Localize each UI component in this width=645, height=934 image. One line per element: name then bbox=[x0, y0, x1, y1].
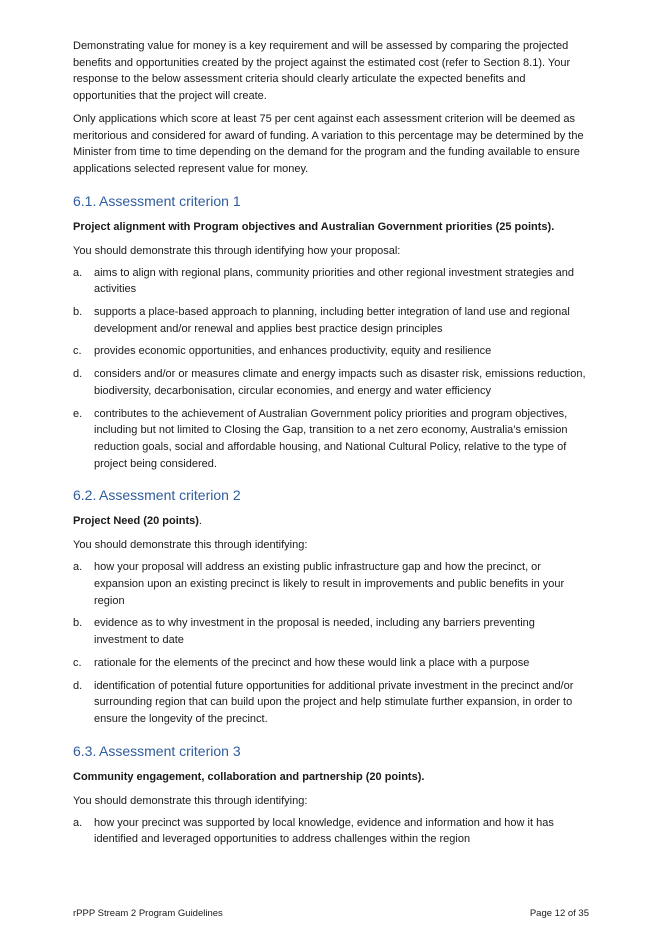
section-heading bbox=[73, 486, 588, 504]
section-number: 6.3. bbox=[73, 742, 97, 759]
criterion-list bbox=[73, 559, 588, 727]
criterion-bold: Project alignment with Program objectives and Australian Government priorities (25 points). bbox=[73, 220, 555, 233]
list-letter: a. bbox=[73, 266, 83, 279]
criterion-list bbox=[73, 815, 588, 848]
list-item bbox=[73, 615, 588, 648]
list-item bbox=[73, 815, 588, 848]
section-title: Assessment criterion 2 bbox=[99, 487, 241, 504]
criterion-statement bbox=[73, 513, 588, 529]
criterion-intro: You should demonstrate this through identifying: bbox=[73, 539, 308, 552]
criterion-list bbox=[73, 265, 588, 473]
list-text: rationale for the elements of the precinct and how these would link a place with a purpose bbox=[94, 656, 530, 669]
list-text: how your proposal will address an existing public infrastructure gap and how the precinct, or expansion upon an existing precinct is likely to result in improvements and public benefits in your region bbox=[94, 561, 565, 607]
section-number: 6.1. bbox=[73, 192, 97, 209]
section-heading bbox=[73, 742, 588, 760]
list-item bbox=[73, 655, 588, 672]
list-letter: d. bbox=[73, 368, 83, 381]
criterion-statement bbox=[73, 769, 588, 785]
list-letter: a. bbox=[73, 561, 83, 574]
list-text: provides economic opportunities, and enhances productivity, equity and resilience bbox=[94, 345, 492, 358]
list-item bbox=[73, 678, 588, 728]
list-letter: c. bbox=[73, 656, 82, 669]
list-item bbox=[73, 366, 588, 399]
criterion-statement bbox=[73, 219, 588, 235]
criterion-bold: Project Need (20 points) bbox=[73, 515, 199, 528]
footer-document-title: rPPP Stream 2 Program Guidelines bbox=[73, 908, 223, 919]
section-number: 6.2. bbox=[73, 487, 97, 504]
list-letter: a. bbox=[73, 816, 83, 829]
list-text: supports a place-based approach to planning, including better integration of land use and regional development and/or renewal and applies best practice design principles bbox=[94, 306, 570, 335]
section-criterion-3 bbox=[73, 742, 588, 848]
list-text: contributes to the achievement of Australian Government policy priorities and program objectives, including but not limited to Closing the Gap, transition to a net zero economy, Australia’s emission reduction goals, social and affordable housing, and National Cultural Policy, relative to the type of project being considered. bbox=[94, 407, 568, 470]
list-text: identification of potential future opportunities for additional private investment in the precinct and/or surrounding region that can build upon the project and help stimulate further expansion, in order to ensure the longevity of the precinct. bbox=[94, 679, 574, 725]
section-heading bbox=[73, 192, 588, 210]
criterion-rest: . bbox=[198, 515, 202, 528]
intro-paragraph-2: Only applications which score at least 75 per cent against each assessment criterion will be deemed as meritorious and considered for award of funding. A variation to this percentage may be determined by the Minister from time to time depending on the demand for the program and the funding available to ensure applications selected represent value for money. bbox=[73, 112, 584, 175]
list-letter: d. bbox=[73, 679, 83, 692]
list-item bbox=[73, 406, 588, 473]
list-letter: b. bbox=[73, 617, 83, 630]
list-text: aims to align with regional plans, community priorities and other regional investment strategies and activities bbox=[94, 266, 574, 296]
criterion-intro: You should demonstrate this through identifying how your proposal: bbox=[73, 244, 401, 257]
list-item bbox=[73, 343, 588, 360]
list-letter: b. bbox=[73, 306, 83, 319]
section-title: Assessment criterion 1 bbox=[99, 192, 241, 209]
list-item bbox=[73, 265, 588, 298]
section-criterion-1 bbox=[73, 192, 588, 473]
intro-paragraph-1: Demonstrating value for money is a key requirement and will be assessed by comparing the projected benefits and opportunities created by the project against the estimated cost (refer to Section 8.1). Your response to the below assessment criteria should clearly articulate the expected benefits and opportunities that the project will create. bbox=[73, 40, 571, 103]
footer-page-number: Page 12 of 35 bbox=[529, 908, 589, 919]
page-footer bbox=[73, 908, 589, 919]
document-page bbox=[73, 38, 588, 854]
list-text: considers and/or or measures climate and energy impacts such as disaster risk, emissions reduction, biodiversity, decarbonisation, circular economies, and energy and water efficiency bbox=[94, 368, 586, 397]
section-criterion-2 bbox=[73, 486, 588, 727]
list-text: how your precinct was supported by local knowledge, evidence and information and how it has identified and leveraged opportunities to address challenges within the region bbox=[94, 816, 554, 846]
list-item bbox=[73, 304, 588, 337]
list-item bbox=[73, 559, 588, 609]
criterion-bold: Community engagement, collaboration and partnership (20 points). bbox=[73, 770, 425, 783]
section-title: Assessment criterion 3 bbox=[99, 742, 241, 759]
list-letter: e. bbox=[73, 407, 83, 420]
list-letter: c. bbox=[73, 345, 82, 358]
criterion-intro: You should demonstrate this through identifying: bbox=[73, 794, 308, 807]
list-text: evidence as to why investment in the proposal is needed, including any barriers preventing investment to date bbox=[94, 617, 535, 647]
